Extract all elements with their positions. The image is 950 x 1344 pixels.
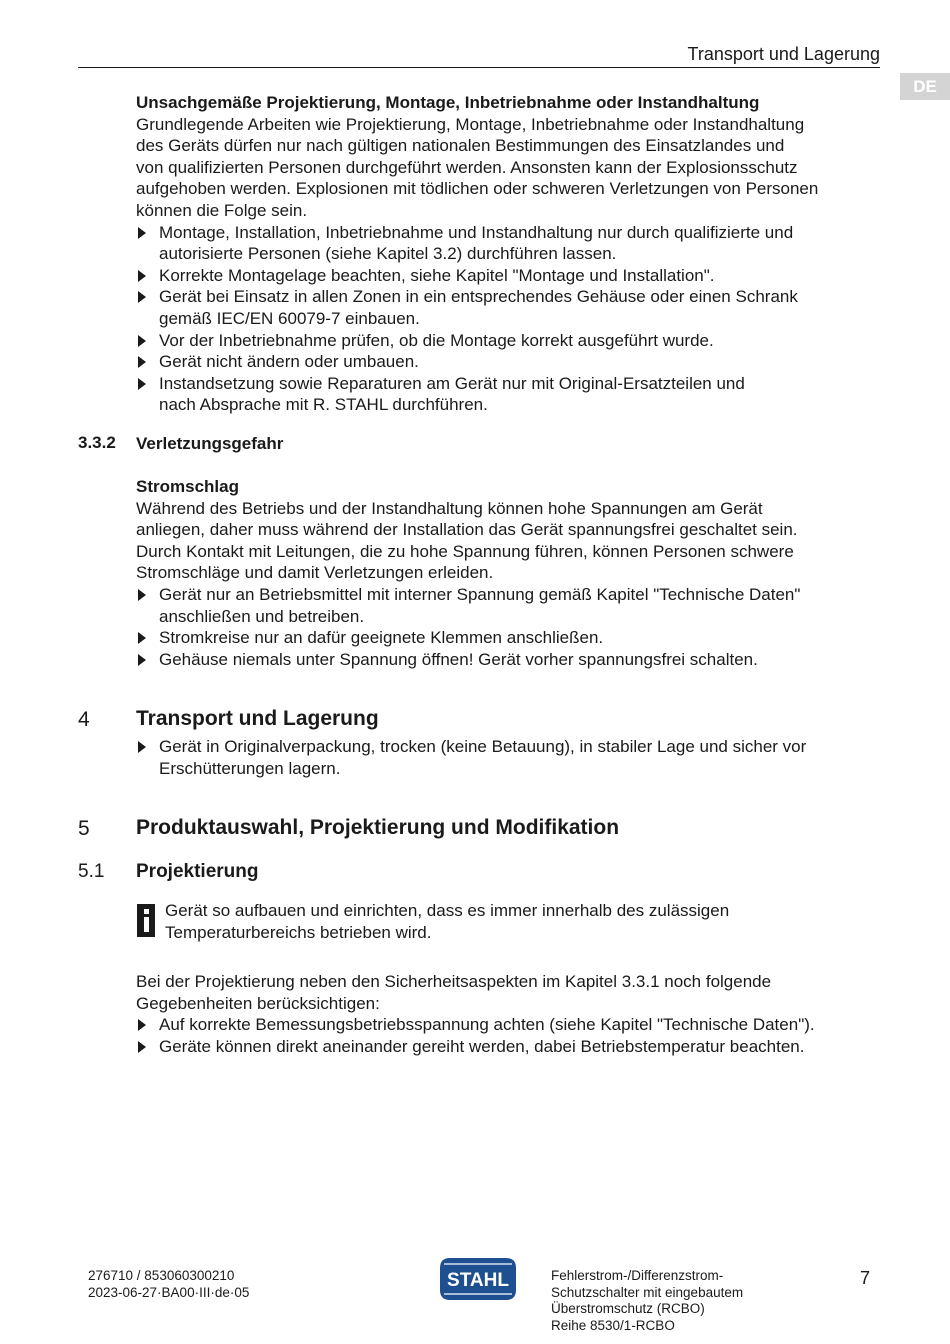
text-line: Gerät bei Einsatz in allen Zonen in ein entsprechendes Gehäuse oder einen Schrank xyxy=(159,287,798,307)
section-number: 5.1 xyxy=(78,861,105,882)
text-line: Temperaturbereichs betrieben wird. xyxy=(165,922,432,942)
bullet-arrow-icon xyxy=(138,227,146,239)
hazard-text xyxy=(136,114,886,222)
list-item xyxy=(136,330,886,352)
text-line: Auf korrekte Bemessungsbetriebsspannung achten (siehe Kapitel "Technische Daten"). xyxy=(159,1015,815,1035)
bullet-arrow-icon xyxy=(138,741,146,753)
text-line: anschließen und betreiben. xyxy=(159,606,365,626)
text-line: Instandsetzung sowie Reparaturen am Gerät nur mit Original-Ersatzteilen und xyxy=(159,373,745,393)
text-line: können die Folge sein. xyxy=(136,200,308,220)
shock-bullets xyxy=(136,584,886,670)
text-line: Geräte können direkt aneinander gereiht werden, dabei Betriebstemperatur beachten. xyxy=(159,1036,805,1056)
text-line: von qualifizierten Personen durchgeführt werden. Ansonsten kann der Explosionsschutz xyxy=(136,157,798,177)
hazard-bullets xyxy=(136,222,886,416)
header-title: Transport und Lagerung xyxy=(687,44,880,64)
list-item xyxy=(136,286,886,329)
text-line: Überstromschutz (RCBO) xyxy=(551,1301,705,1316)
info-icon xyxy=(137,904,155,937)
text-line: Während des Betriebs und der Instandhaltung können hohe Spannungen am Gerät xyxy=(136,498,763,518)
text-line: Reihe 8530/1-RCBO xyxy=(551,1317,675,1333)
footer-doc-id xyxy=(88,1268,249,1301)
text-line: Erschütterungen lagern. xyxy=(159,758,341,778)
text-line: Montage, Installation, Inbetriebnahme und Instandhaltung nur durch qualifizierte und xyxy=(159,222,794,242)
text-line: Fehlerstrom-/Differenzstrom- xyxy=(551,1268,724,1283)
text-line: Gegebenheiten berücksichtigen: xyxy=(136,993,380,1013)
bullet-arrow-icon xyxy=(138,1041,146,1053)
list-item xyxy=(136,222,886,265)
logo-text: STAHL xyxy=(447,1270,509,1291)
text-line: anliegen, daher muss während der Installation das Gerät spannungsfrei geschaltet sein. xyxy=(136,520,798,540)
bullet-arrow-icon xyxy=(138,356,146,368)
bullet-arrow-icon xyxy=(138,270,146,282)
bullet-arrow-icon xyxy=(138,1019,146,1031)
shock-title: Stromschlag xyxy=(136,477,239,496)
text-line: Gerät in Originalverpackung, trocken (keine Betauung), in stabiler Lage und sicher vor xyxy=(159,737,807,756)
footer-product xyxy=(551,1268,743,1334)
transport-block xyxy=(136,736,886,779)
text-line: Stromschläge und damit Verletzungen erleiden. xyxy=(136,563,494,583)
text-line: autorisierte Personen (siehe Kapitel 3.2) durchführen lassen. xyxy=(159,244,617,264)
shock-text xyxy=(136,498,886,584)
bullet-arrow-icon xyxy=(138,335,146,347)
list-item xyxy=(136,351,886,373)
list-item xyxy=(136,736,886,779)
text-line: Stromkreise nur an dafür geeignete Klemmen anschließen. xyxy=(159,628,604,648)
list-item xyxy=(136,265,886,287)
text-line: Durch Kontakt mit Leitungen, die zu hohe Spannung führen, können Personen schwere xyxy=(136,541,794,561)
text-line: Gerät so aufbauen und einrichten, dass es immer innerhalb des zulässigen xyxy=(165,901,730,920)
section-title: Produktauswahl, Projektierung und Modifikation xyxy=(136,816,620,839)
text-line: Gerät nur an Betriebsmittel mit interner Spannung gemäß Kapitel "Technische Daten" xyxy=(159,584,801,604)
section-title: Verletzungsgefahr xyxy=(136,434,284,453)
text-line: des Geräts dürfen nur nach gültigen nationalen Bestimmungen des Einsatzlandes und xyxy=(136,136,785,156)
list-item xyxy=(136,584,886,627)
text-line: Korrekte Montagelage beachten, siehe Kapitel "Montage und Installation". xyxy=(159,265,715,285)
list-item xyxy=(136,1036,886,1058)
projektierung-block xyxy=(136,971,886,1057)
section-title: Projektierung xyxy=(136,861,259,882)
bullet-arrow-icon xyxy=(138,291,146,303)
hazard-block xyxy=(136,92,886,416)
text-line: nach Absprache mit R. STAHL durchführen. xyxy=(159,395,488,415)
hazard-title: Unsachgemäße Projektierung, Montage, Inbetriebnahme oder Instandhaltung xyxy=(136,93,760,112)
text-line: Grundlegende Arbeiten wie Projektierung, Montage, Inbetriebnahme oder Instandhaltung xyxy=(136,114,805,134)
shock-block xyxy=(136,476,886,670)
list-item xyxy=(136,649,886,671)
list-item xyxy=(136,373,886,416)
text-line: Vor der Inbetriebnahme prüfen, ob die Montage korrekt ausgeführt wurde. xyxy=(159,330,714,350)
text-line: Gerät nicht ändern oder umbauen. xyxy=(159,352,419,372)
transport-bullets xyxy=(136,736,886,779)
list-item xyxy=(136,627,886,649)
text-line: 276710 / 853060300210 xyxy=(88,1268,235,1283)
text-line: 2023-06-27·BA00·III·de·05 xyxy=(88,1284,250,1300)
text-line: Gehäuse niemals unter Spannung öffnen! Gerät vorher spannungsfrei schalten. xyxy=(159,649,758,669)
projektierung-bullets xyxy=(136,1014,886,1057)
text-line: aufgehoben werden. Explosionen mit tödlichen oder schweren Verletzungen von Personen xyxy=(136,179,819,199)
language-tab: DE xyxy=(900,73,950,100)
text-line: Schutzschalter mit eingebautem xyxy=(551,1284,744,1300)
bullet-arrow-icon xyxy=(138,589,146,601)
section-number: 3.3.2 xyxy=(78,433,116,452)
section-number: 5 xyxy=(78,817,90,840)
bullet-arrow-icon xyxy=(138,632,146,644)
page-number: 7 xyxy=(860,1268,871,1288)
stahl-logo xyxy=(440,1258,516,1300)
info-note xyxy=(165,900,865,943)
bullet-arrow-icon xyxy=(138,378,146,390)
text-line: Bei der Projektierung neben den Sicherheitsaspekten im Kapitel 3.3.1 noch folgende xyxy=(136,972,772,991)
bullet-arrow-icon xyxy=(138,654,146,666)
header-rule xyxy=(78,67,880,68)
text-line: gemäß IEC/EN 60079-7 einbauen. xyxy=(159,308,420,328)
section-title: Transport und Lagerung xyxy=(136,707,379,730)
section-number: 4 xyxy=(78,708,90,731)
list-item xyxy=(136,1014,886,1036)
